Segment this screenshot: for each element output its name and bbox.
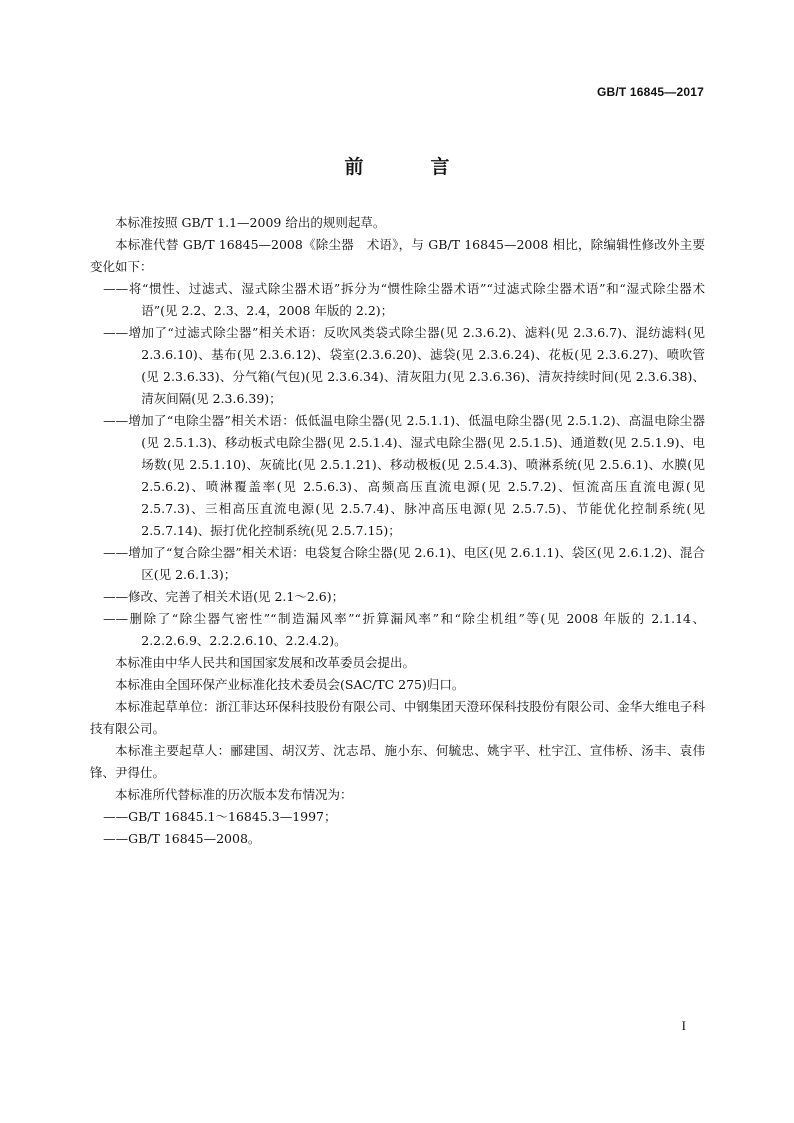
closing-paragraph: 本标准主要起草人：郦建国、胡汉芳、沈志昂、施小东、何毓忠、姚宇平、杜宇江、宣伟桥、汤丰、袁伟锋、尹得仕。 xyxy=(90,743,705,780)
closing-paragraph: 本标准由中华人民共和国国家发展和改革委员会提出。 xyxy=(115,655,416,670)
change-item: ——将“惯性、过滤式、湿式除尘器术语”拆分为“惯性除尘器术语”“过滤式除尘器术语”和“湿式除尘器术语”(见 2.2、2.3、2.4，2008 年版的 2.2)； xyxy=(103,281,705,318)
closing-paragraph: 本标准所代替标准的历次版本发布情况为： xyxy=(115,787,353,802)
closing-paragraph: 本标准由全国环保产业标准化技术委员会(SAC/TC 275)归口。 xyxy=(115,677,465,692)
page-title: 前 言 xyxy=(344,156,474,178)
change-item: ——增加了“电除尘器”相关术语：低低温电除尘器(见 2.5.1.1)、低温电除尘器(见 2.5.1.2)、高温电除尘器(见 2.5.1.3)、移动板式电除尘器(见 2.5.1.4)、湿式电除尘器(见 2.5.1.5)、通道数(见 2.5.1.9)、电场数(见 2.5.1.10)、灰硫比(见 2.5.1.21)、移动极板(见 2.5.4.3)、喷淋系统(见 2.5.6.1)、水膜(见 2.5.6.2)、喷淋覆盖率(见 2.5.6.3)、高频高压直流电源(见 2.5.7.2)、恒流高压直流电源(见 2.5.7.3)、三相高压直流电源(见 2.5.7.4)、脉冲高压电源(见 2.5.7.5)、节能优化控制系统(见 2.5.7.14)、振打优化控制系统(见 2.5.7.15)； xyxy=(103,413,705,538)
change-item: ——修改、完善了相关术语(见 2.1～2.6)； xyxy=(103,589,345,604)
history-item: ——GB/T 16845—2008。 xyxy=(103,831,261,846)
closing-paragraph: 本标准起草单位：浙江菲达环保科技股份有限公司、中钢集团天澄环保科技股份有限公司、金华大维电子科技有限公司。 xyxy=(90,699,705,736)
change-item: ——删除了“除尘器气密性”“制造漏风率”“折算漏风率”和“除尘机组”等(见 2008 年版的 2.1.14、2.2.2.6.9、2.2.2.6.10、2.2.4.2)。 xyxy=(103,611,705,648)
intro-paragraph: 本标准代替 GB/T 16845—2008《除尘器 术语》，与 GB/T 16845—2008 相比，除编辑性修改外主要变化如下： xyxy=(90,237,705,274)
history-item: ——GB/T 16845.1～16845.3—1997； xyxy=(103,809,337,824)
foreword-body xyxy=(90,212,705,850)
page-number: I xyxy=(681,1018,686,1033)
change-item: ——增加了“复合除尘器”相关术语：电袋复合除尘器(见 2.6.1)、电区(见 2.6.1.1)、袋区(见 2.6.1.2)、混合区(见 2.6.1.3)； xyxy=(103,545,705,582)
standard-number: GB/T 16845—2017 xyxy=(596,85,704,99)
intro-paragraph: 本标准按照 GB/T 1.1—2009 给出的规则起草。 xyxy=(115,215,386,230)
change-item: ——增加了“过滤式除尘器”相关术语：反吹风类袋式除尘器(见 2.3.6.2)、滤料(见 2.3.6.7)、混纺滤料(见 2.3.6.10)、基布(见 2.3.6.12)、袋室(2.3.6.20)、滤袋(见 2.3.6.24)、花板(见 2.3.6.27)、喷吹管(见 2.3.6.33)、分气箱(气包)(见 2.3.6.34)、清灰阻力(见 2.3.6.36)、清灰持续时间(见 2.3.6.38)、清灰间隔(见 2.3.6.39)； xyxy=(103,325,705,406)
